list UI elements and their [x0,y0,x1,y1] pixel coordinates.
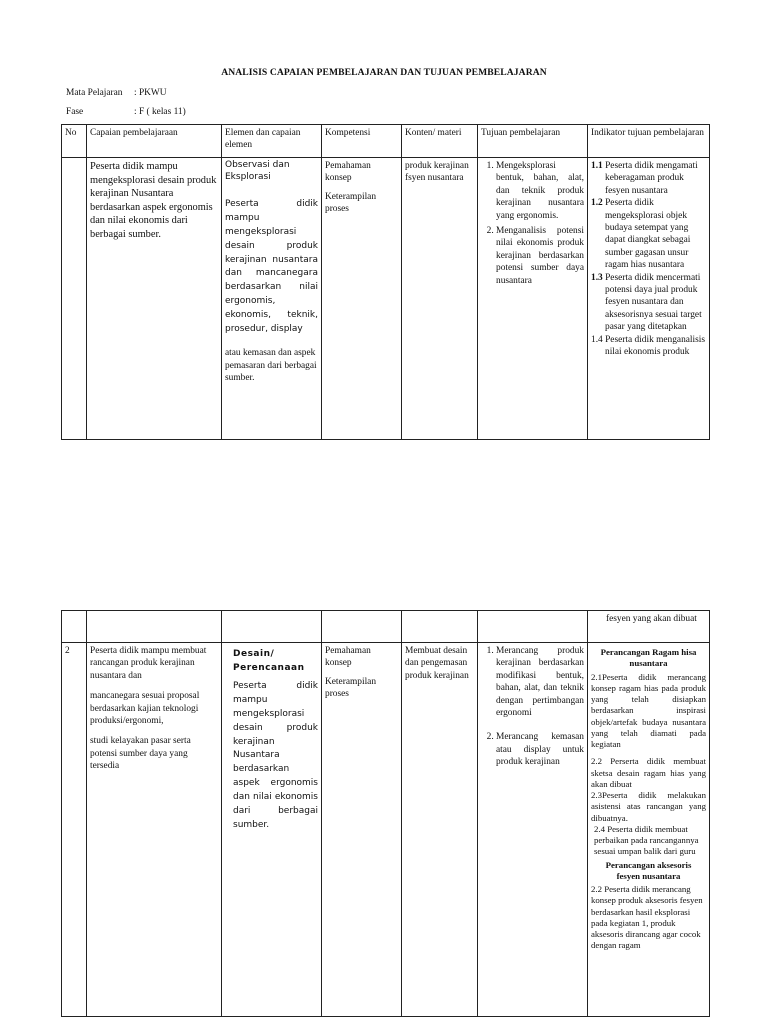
row2-tujuan-list [481,645,584,769]
row1-no [62,158,87,440]
row2-ind-heading-1: Perancangan Ragam hisa nusantara [600,647,697,669]
cont-tujuan [478,611,588,643]
row1-kompetensi [322,158,402,440]
row1-elemen-desc: Peserta didik mampu mengeksplorasi desain produk kerajinan nusantara dan mancanegara berdasarkan nilai ergonomis, ekonomis, teknik, prosedur, display [225,198,318,335]
analysis-table-page-2 [61,610,710,1017]
row1-tujuan [478,158,588,440]
cont-capaian [87,611,222,643]
table-header-row [62,125,710,158]
row2-ind-b: 2.2 Perserta didik membuat sketsa desain ragam hias yang akan dibuat [591,756,706,789]
list-item: 1. Mengeksplorasi bentuk, bahan, alat, dan teknik produk kerajinan nusantara yang ergonomis. [496,160,584,222]
row2-ind-d: 2.4 Peserta didik membuat perbaikan pada rancangannya sesuai umpan balik dari guru [594,823,699,857]
document-title: ANALISIS CAPAIAN PEMBELAJARAN DAN TUJUAN PEMBELAJARAN [221,67,547,78]
row2-ind-c: 2.3Peserta didik melakukan asistensi atas rancangan yang dibuatnya. [591,790,706,823]
cont-indikator: fesyen yang akan dibuat [588,611,710,643]
mapel-line [66,87,167,99]
indikator-text: Peserta didik mengamati keberagaman produk fesyen nusantara [605,161,698,196]
row2-elemen [222,643,322,1017]
table-row [62,611,710,643]
row2-elemen-desc: Peserta didik mampu mengeksplorasi desain produk kerajinan Nusantara berdasarkan aspek ergonomis dan nilai ekonomis dari berbagai sumber. [233,680,318,831]
row1-elemen-desc-2: atau kemasan dan aspek pemasaran dari berbagai sumber. [225,348,317,383]
mapel-label: Mata Pelajaran [66,88,123,98]
indikator-text: Peserta didik menganalisis nilai ekonomis produk [602,334,706,358]
row2-no: 2 [62,643,87,1017]
list-item [591,160,706,197]
row2-konten: Membuat desain dan pengemasan produk kerajinan [402,643,478,1017]
fase-value: : F ( kelas 11) [134,107,186,117]
fase-label: Fase [66,107,84,117]
indikator-text: Peserta didik mengeksplorasi objek budaya setempat yang dapat diangkat sebagai sumber gagasan unsur ragam hias nusantara [602,198,691,271]
row1-indikator-list [591,160,706,359]
cont-elemen [222,611,322,643]
row1-capaian: Peserta didik mampu mengeksplorasi desain produk kerajinan Nusantara berdasarkan aspek ergonomis dan nilai ekonomis dari berbagai sumber. [87,158,222,440]
row2-cp-1: Peserta didik mampu membuat rancangan produk kerajinan nusantara dan [90,646,207,681]
row2-indikator [588,643,710,1017]
row1-elemen-title: Observasi dan Eksplorasi [225,160,290,182]
list-item: 1. Merancang produk kerajinan berdasarkan modifikasi bentuk, bahan, alat, dan teknik dengan pertimbangan ergonomi [496,645,584,719]
row1-komp-2: Keterampilan proses [325,191,377,215]
list-item: 2. Merancang kemasan atau display untuk produk kerajinan [496,731,584,768]
header-konten: Konten/ materi [402,125,478,158]
row2-kompetensi [322,643,402,1017]
row2-cp-3: studi kelayakan pasar serta potensi sumber daya yang tersedia [90,736,191,772]
row2-ind-e: 2.2 Peserta didik merancang konsep produk aksesoris fesyen berdasarkan hasil eksplorasi pada kegiatan 1, produk aksesoris dirancang agar cocok dengan ragam [591,884,703,951]
header-no: No [62,125,87,158]
indikator-text: Peserta didik mencermati potensi daya jual produk fesyen nusantara dan aksesorisnya sesuai target pasar yang ditetapkan [605,272,702,333]
header-indikator: Indikator tujuan pembelajaran [588,125,710,158]
header-tujuan: Tujuan pembelajaran [478,125,588,158]
row2-ind-heading-2: Perancangan aksesoris fesyen nusantara [605,859,692,881]
row2-elemen-title: Desain/ Perencanaan [233,649,305,674]
indikator-number: 1.3 [591,272,603,283]
header-kompetensi: Kompetensi [322,125,402,158]
list-item [591,272,706,334]
row1-indikator [588,158,710,440]
row2-capaian [87,643,222,1017]
indikator-number: 1.1 [591,161,603,171]
indikator-number: 1.4 [591,334,603,345]
row2-komp-1: Pemahaman konsep [325,646,371,669]
list-item [591,197,706,271]
list-item: 2. Menganalisis potensi nilai ekonomis produk kerajinan berdasarkan potensi sumber daya nusantara [496,225,584,287]
row2-ind-a: 2.1Peserta didik merancang konsep ragam hias pada produk yang telah disiapkan berdasarkan inspirasi objek/artefak budaya nusantara yang telah diamati pada kegiatan [591,671,706,749]
fase-line [66,106,186,118]
cont-kompetensi [322,611,402,643]
row2-komp-2: Keterampilan proses [325,676,377,700]
row1-tujuan-list [481,160,584,287]
table-row [62,158,710,440]
header-elemen: Elemen dan capaian elemen [222,125,322,158]
indikator-number: 1.2 [591,198,603,209]
cont-no [62,611,87,643]
row1-konten: produk kerajinan fsyen nusantara [402,158,478,440]
cont-konten [402,611,478,643]
analysis-table-page-1 [61,124,710,440]
table-row [62,643,710,1017]
mapel-value: : PKWU [134,88,167,98]
header-capaian: Capaian pembelajaraan [87,125,222,158]
row1-komp-1: Pemahaman konsep [325,161,371,184]
row1-elemen [222,158,322,440]
row2-cp-2: mancanegara sesuai proposal berdasarkan kajian teknologi produksi/ergonomi, [90,691,200,727]
list-item [591,334,706,359]
row2-tujuan [478,643,588,1017]
